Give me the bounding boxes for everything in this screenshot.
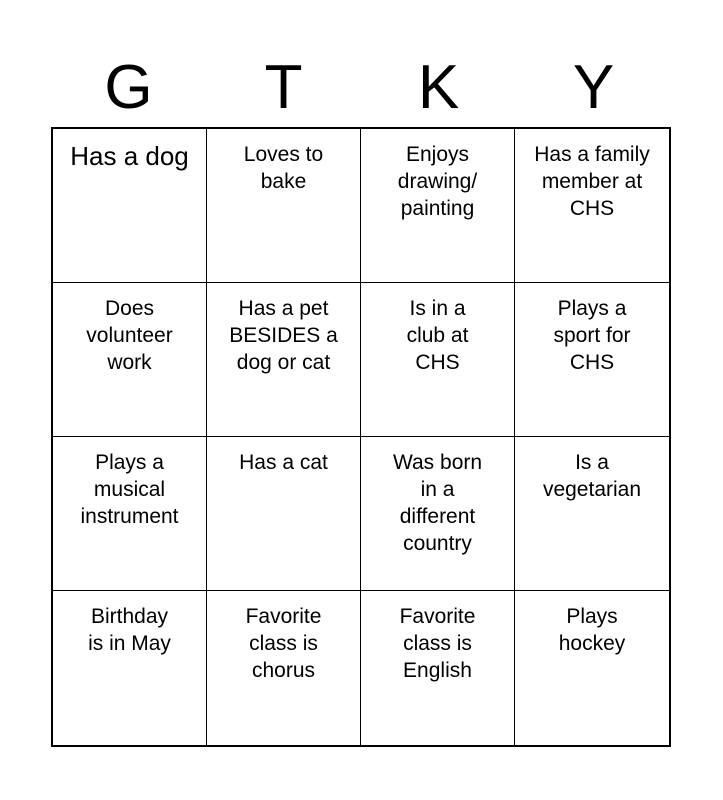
bingo-cell-has-a-cat: Has a cat [207, 437, 361, 591]
bingo-cell-born-different-country: Was born in a different country [361, 437, 515, 591]
header-letter-k: K [417, 53, 460, 122]
bingo-header [51, 48, 671, 128]
bingo-cell-family-member-chs: Has a family member at CHS [515, 129, 669, 283]
bingo-cell-favorite-english: Favorite class is English [361, 591, 515, 745]
bingo-cell-sport-for-chs: Plays a sport for CHS [515, 283, 669, 437]
header-letter-t: T [264, 53, 303, 122]
header-letter-y: Y [572, 53, 615, 122]
bingo-cell-plays-hockey: Plays hockey [558, 605, 626, 655]
bingo-cell-has-a-dog: Has a dog [53, 129, 207, 283]
bingo-cell-vegetarian: Is a vegetarian [515, 437, 669, 591]
bingo-cell-musical-instrument: Plays a musical instrument [53, 437, 207, 591]
bingo-cell-loves-to-bake: Loves to bake [207, 129, 361, 283]
bingo-cell-birthday-may: Birthday is in May [53, 591, 207, 745]
bingo-cell-favorite-chorus: Favorite class is chorus [207, 591, 361, 745]
bingo-grid [51, 127, 671, 747]
bingo-cell-club-at-chs: Is in a club at CHS [361, 283, 515, 437]
bingo-cell-volunteer-work: Does volunteer work [53, 283, 207, 437]
bingo-cell-other-pet: Has a pet BESIDES a dog or cat [207, 283, 361, 437]
bingo-cell-enjoys-drawing: Enjoys drawing/ painting [361, 129, 515, 283]
header-letter-g: G [104, 53, 153, 122]
